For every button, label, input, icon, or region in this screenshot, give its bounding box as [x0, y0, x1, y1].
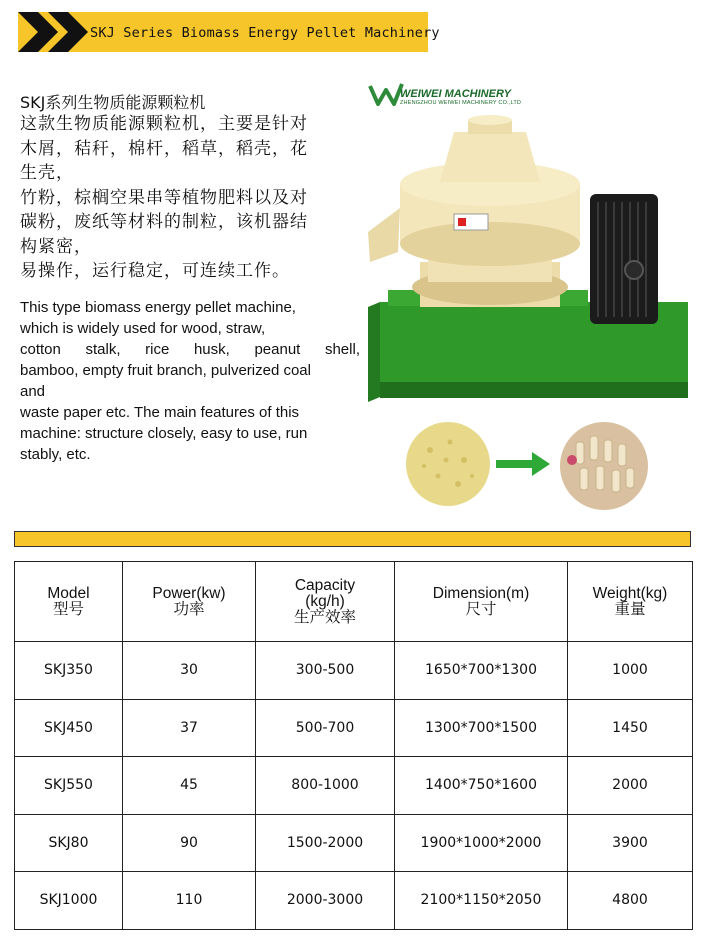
- header-cn: 生产效率: [293, 608, 356, 626]
- cn-line: 竹粉，棕榈空果串等植物肥料以及对: [20, 187, 308, 208]
- header-en-unit: (kg/h): [305, 592, 345, 610]
- cn-line: 这款生物质能源颗粒机，主要是针对: [20, 114, 308, 134]
- cell-model: SKJ350: [15, 642, 123, 700]
- en-line: cotton stalk, rice husk, peanut shell,: [20, 341, 360, 358]
- cell-capacity: 500-700: [256, 699, 395, 757]
- table-row: [15, 814, 693, 872]
- cn-line: 生壳，: [20, 163, 74, 183]
- cell-power: 45: [123, 757, 256, 815]
- cn-line: 碳粉，废纸等材料的制粒，该机器结: [20, 212, 308, 232]
- cell-dimension: 1400*750*1600: [395, 757, 568, 815]
- cn-heading: SKJ系列生物质能源颗粒机: [20, 93, 206, 112]
- cell-model: SKJ80: [15, 814, 123, 872]
- cell-power: 110: [123, 872, 256, 930]
- header-en: Dimension(m): [432, 584, 530, 602]
- cell-weight: 2000: [568, 757, 693, 815]
- header-model: [15, 562, 123, 642]
- table-row: [15, 642, 693, 700]
- en-line: This type biomass energy pellet machine,: [20, 299, 296, 316]
- en-description: [20, 297, 360, 465]
- banner-title: SKJ Series Biomass Energy Pellet Machinery: [90, 25, 440, 41]
- header-en: Power(kw): [152, 584, 226, 602]
- cell-weight: 1000: [568, 642, 693, 700]
- cell-power: 30: [123, 642, 256, 700]
- pellet-comparison-image: [400, 420, 660, 510]
- header-dimension: [395, 562, 568, 642]
- header-power: [123, 562, 256, 642]
- header-en: Model: [47, 584, 90, 602]
- table-row: [15, 699, 693, 757]
- logo-subtitle: ZHENGZHOU WEIWEI MACHINERY CO.,LTD: [400, 100, 522, 106]
- header-en: Capacity: [294, 576, 356, 594]
- cell-model: SKJ1000: [15, 872, 123, 930]
- cell-weight: 1450: [568, 699, 693, 757]
- cn-line: 易操作，运行稳定，可连续工作。: [20, 261, 290, 281]
- header-cn: 重量: [614, 600, 646, 618]
- table-row: [15, 757, 693, 815]
- cell-model: SKJ450: [15, 699, 123, 757]
- cell-power: 90: [123, 814, 256, 872]
- cell-weight: 3900: [568, 814, 693, 872]
- cn-description: [20, 112, 362, 284]
- table-row: [15, 872, 693, 930]
- en-line: stably, etc.: [20, 446, 91, 463]
- header-cn: 尺寸: [465, 600, 497, 618]
- cell-dimension: 1900*1000*2000: [395, 814, 568, 872]
- spec-table: [14, 561, 693, 930]
- cell-dimension: 2100*1150*2050: [395, 872, 568, 930]
- table-header-row: [15, 562, 693, 642]
- header-cn: 型号: [52, 600, 84, 618]
- header-capacity: [256, 562, 395, 642]
- cell-capacity: 300-500: [256, 642, 395, 700]
- header-weight: [568, 562, 693, 642]
- en-line: and: [20, 383, 46, 400]
- cell-capacity: 2000-3000: [256, 872, 395, 930]
- logo-name: WEIWEI MACHINERY: [400, 88, 512, 100]
- en-line: bamboo, empty fruit branch, pulverized coal: [20, 362, 311, 379]
- cell-dimension: 1300*700*1500: [395, 699, 568, 757]
- cell-capacity: 800-1000: [256, 757, 395, 815]
- en-line: waste paper etc. The main features of this: [20, 404, 300, 421]
- cell-dimension: 1650*700*1300: [395, 642, 568, 700]
- cell-capacity: 1500-2000: [256, 814, 395, 872]
- cell-power: 37: [123, 699, 256, 757]
- en-line: machine: structure closely, easy to use, run: [20, 425, 308, 442]
- header-cn: 功率: [173, 600, 205, 618]
- section-divider: [14, 531, 691, 547]
- cn-line: 木屑，秸秆，棉杆，稻草，稻壳，花: [20, 138, 308, 159]
- pellet-machine-image: [358, 112, 698, 412]
- cell-weight: 4800: [568, 872, 693, 930]
- header-en: Weight(kg): [592, 584, 668, 602]
- cell-model: SKJ550: [15, 757, 123, 815]
- cn-line: 构紧密，: [20, 236, 92, 257]
- en-line: which is widely used for wood, straw,: [20, 320, 266, 337]
